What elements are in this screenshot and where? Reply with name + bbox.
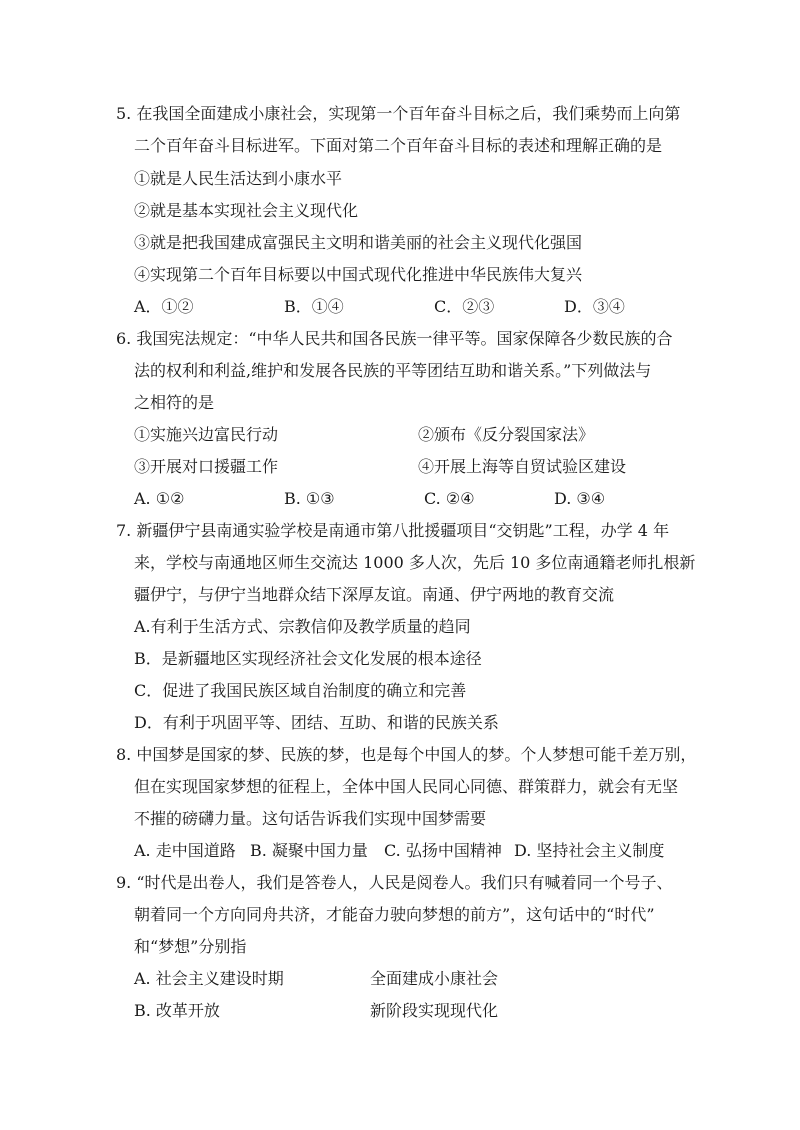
q7-stem-line-1: 7. 新疆伊宁县南通实验学校是南通市第八批援疆项目“交钥匙”工程，办学 4 年 bbox=[116, 521, 670, 540]
q9-stem-line-3: 和“梦想”分别指 bbox=[134, 937, 247, 956]
q6-stem-line-1: 6. 我国宪法规定：“中华人民共和国各民族一律平等。国家保障各少数民族的合 bbox=[116, 329, 673, 348]
q5-statement-4: ④实现第二个百年目标要以中国式现代化推进中华民族伟大复兴 bbox=[134, 265, 583, 284]
q9-choice-a-pair: 全面建成小康社会 bbox=[370, 969, 499, 988]
q7-choice-b: B．是新疆地区实现经济社会文化发展的根本途径 bbox=[134, 649, 482, 668]
q6-choice-a: A. ①② bbox=[134, 489, 185, 508]
q5-choice-d: D．③④ bbox=[564, 297, 625, 316]
q5-choice-a: A．①② bbox=[134, 297, 194, 316]
q5-stem-line-1: 5. 在我国全面建成小康社会，实现第一个百年奋斗目标之后，我们乘势而上向第 bbox=[116, 104, 681, 123]
q6-stem-line-3: 之相符的是 bbox=[134, 393, 215, 412]
q5-statement-3: ③就是把我国建成富强民主文明和谐美丽的社会主义现代化强国 bbox=[134, 233, 583, 252]
q8-choice-c: C. 弘扬中国精神 bbox=[384, 841, 502, 860]
q8-choice-b: B. 凝聚中国力量 bbox=[250, 841, 368, 860]
q6-choice-d: D. ③④ bbox=[554, 489, 606, 508]
q8-stem-line-1: 8. 中国梦是国家的梦、民族的梦，也是每个中国人的梦。个人梦想可能千差万别， bbox=[116, 745, 697, 764]
q5-stem-line-2: 二个百年奋斗目标进军。下面对第二个百年奋斗目标的表述和理解正确的是 bbox=[134, 136, 663, 155]
q9-stem-line-1: 9. “时代是出卷人，我们是答卷人，人民是阅卷人。我们只有喊着同一个号子、 bbox=[116, 873, 673, 892]
q7-stem-line-2: 来，学校与南通地区师生交流达 1000 多人次，先后 10 多位南通籍老师扎根新 bbox=[134, 553, 696, 572]
q7-stem-line-3: 疆伊宁，与伊宁当地群众结下深厚友谊。南通、伊宁两地的教育交流 bbox=[134, 585, 615, 604]
q5-statement-1: ①就是人民生活达到小康水平 bbox=[134, 169, 343, 188]
q5-choice-c: C．②③ bbox=[434, 297, 495, 316]
q6-statement-2: ②颁布《反分裂国家法》 bbox=[418, 425, 595, 444]
q7-choice-a: A.有利于生活方式、宗教信仰及教学质量的趋同 bbox=[134, 617, 471, 636]
q6-choice-b: B. ①③ bbox=[284, 489, 335, 508]
q6-choice-c: C. ②④ bbox=[424, 489, 475, 508]
q5-choice-b: B．①④ bbox=[284, 297, 344, 316]
q9-stem-line-2: 朝着同一个方向同舟共济，才能奋力驶向梦想的前方”，这句话中的“时代” bbox=[134, 905, 655, 924]
q8-choice-d: D. 坚持社会主义制度 bbox=[514, 841, 665, 860]
q7-choice-d: D．有利于巩固平等、团结、互助、和谐的民族关系 bbox=[134, 713, 499, 732]
q6-stem-line-2: 法的权利和利益,维护和发展各民族的平等团结互助和谐关系。”下列做法与 bbox=[134, 361, 652, 380]
q6-statement-4: ④开展上海等自贸试验区建设 bbox=[418, 457, 627, 476]
q9-choice-a-label: A. 社会主义建设时期 bbox=[134, 969, 284, 988]
q6-statement-3: ③开展对口援疆工作 bbox=[134, 457, 279, 476]
q8-stem-line-3: 不摧的磅礴力量。这句话告诉我们实现中国梦需要 bbox=[134, 809, 487, 828]
q8-choice-a: A. 走中国道路 bbox=[134, 841, 236, 860]
q8-stem-line-2: 但在实现国家梦想的征程上，全体中国人民同心同德、群策群力，就会有无坚 bbox=[134, 777, 679, 796]
q6-statement-1: ①实施兴边富民行动 bbox=[134, 425, 279, 444]
q7-choice-c: C．促进了我国民族区域自治制度的确立和完善 bbox=[134, 681, 467, 700]
q5-statement-2: ②就是基本实现社会主义现代化 bbox=[134, 201, 359, 220]
q9-choice-b-label: B. 改革开放 bbox=[134, 1001, 220, 1020]
q9-choice-b-pair: 新阶段实现现代化 bbox=[370, 1001, 499, 1020]
